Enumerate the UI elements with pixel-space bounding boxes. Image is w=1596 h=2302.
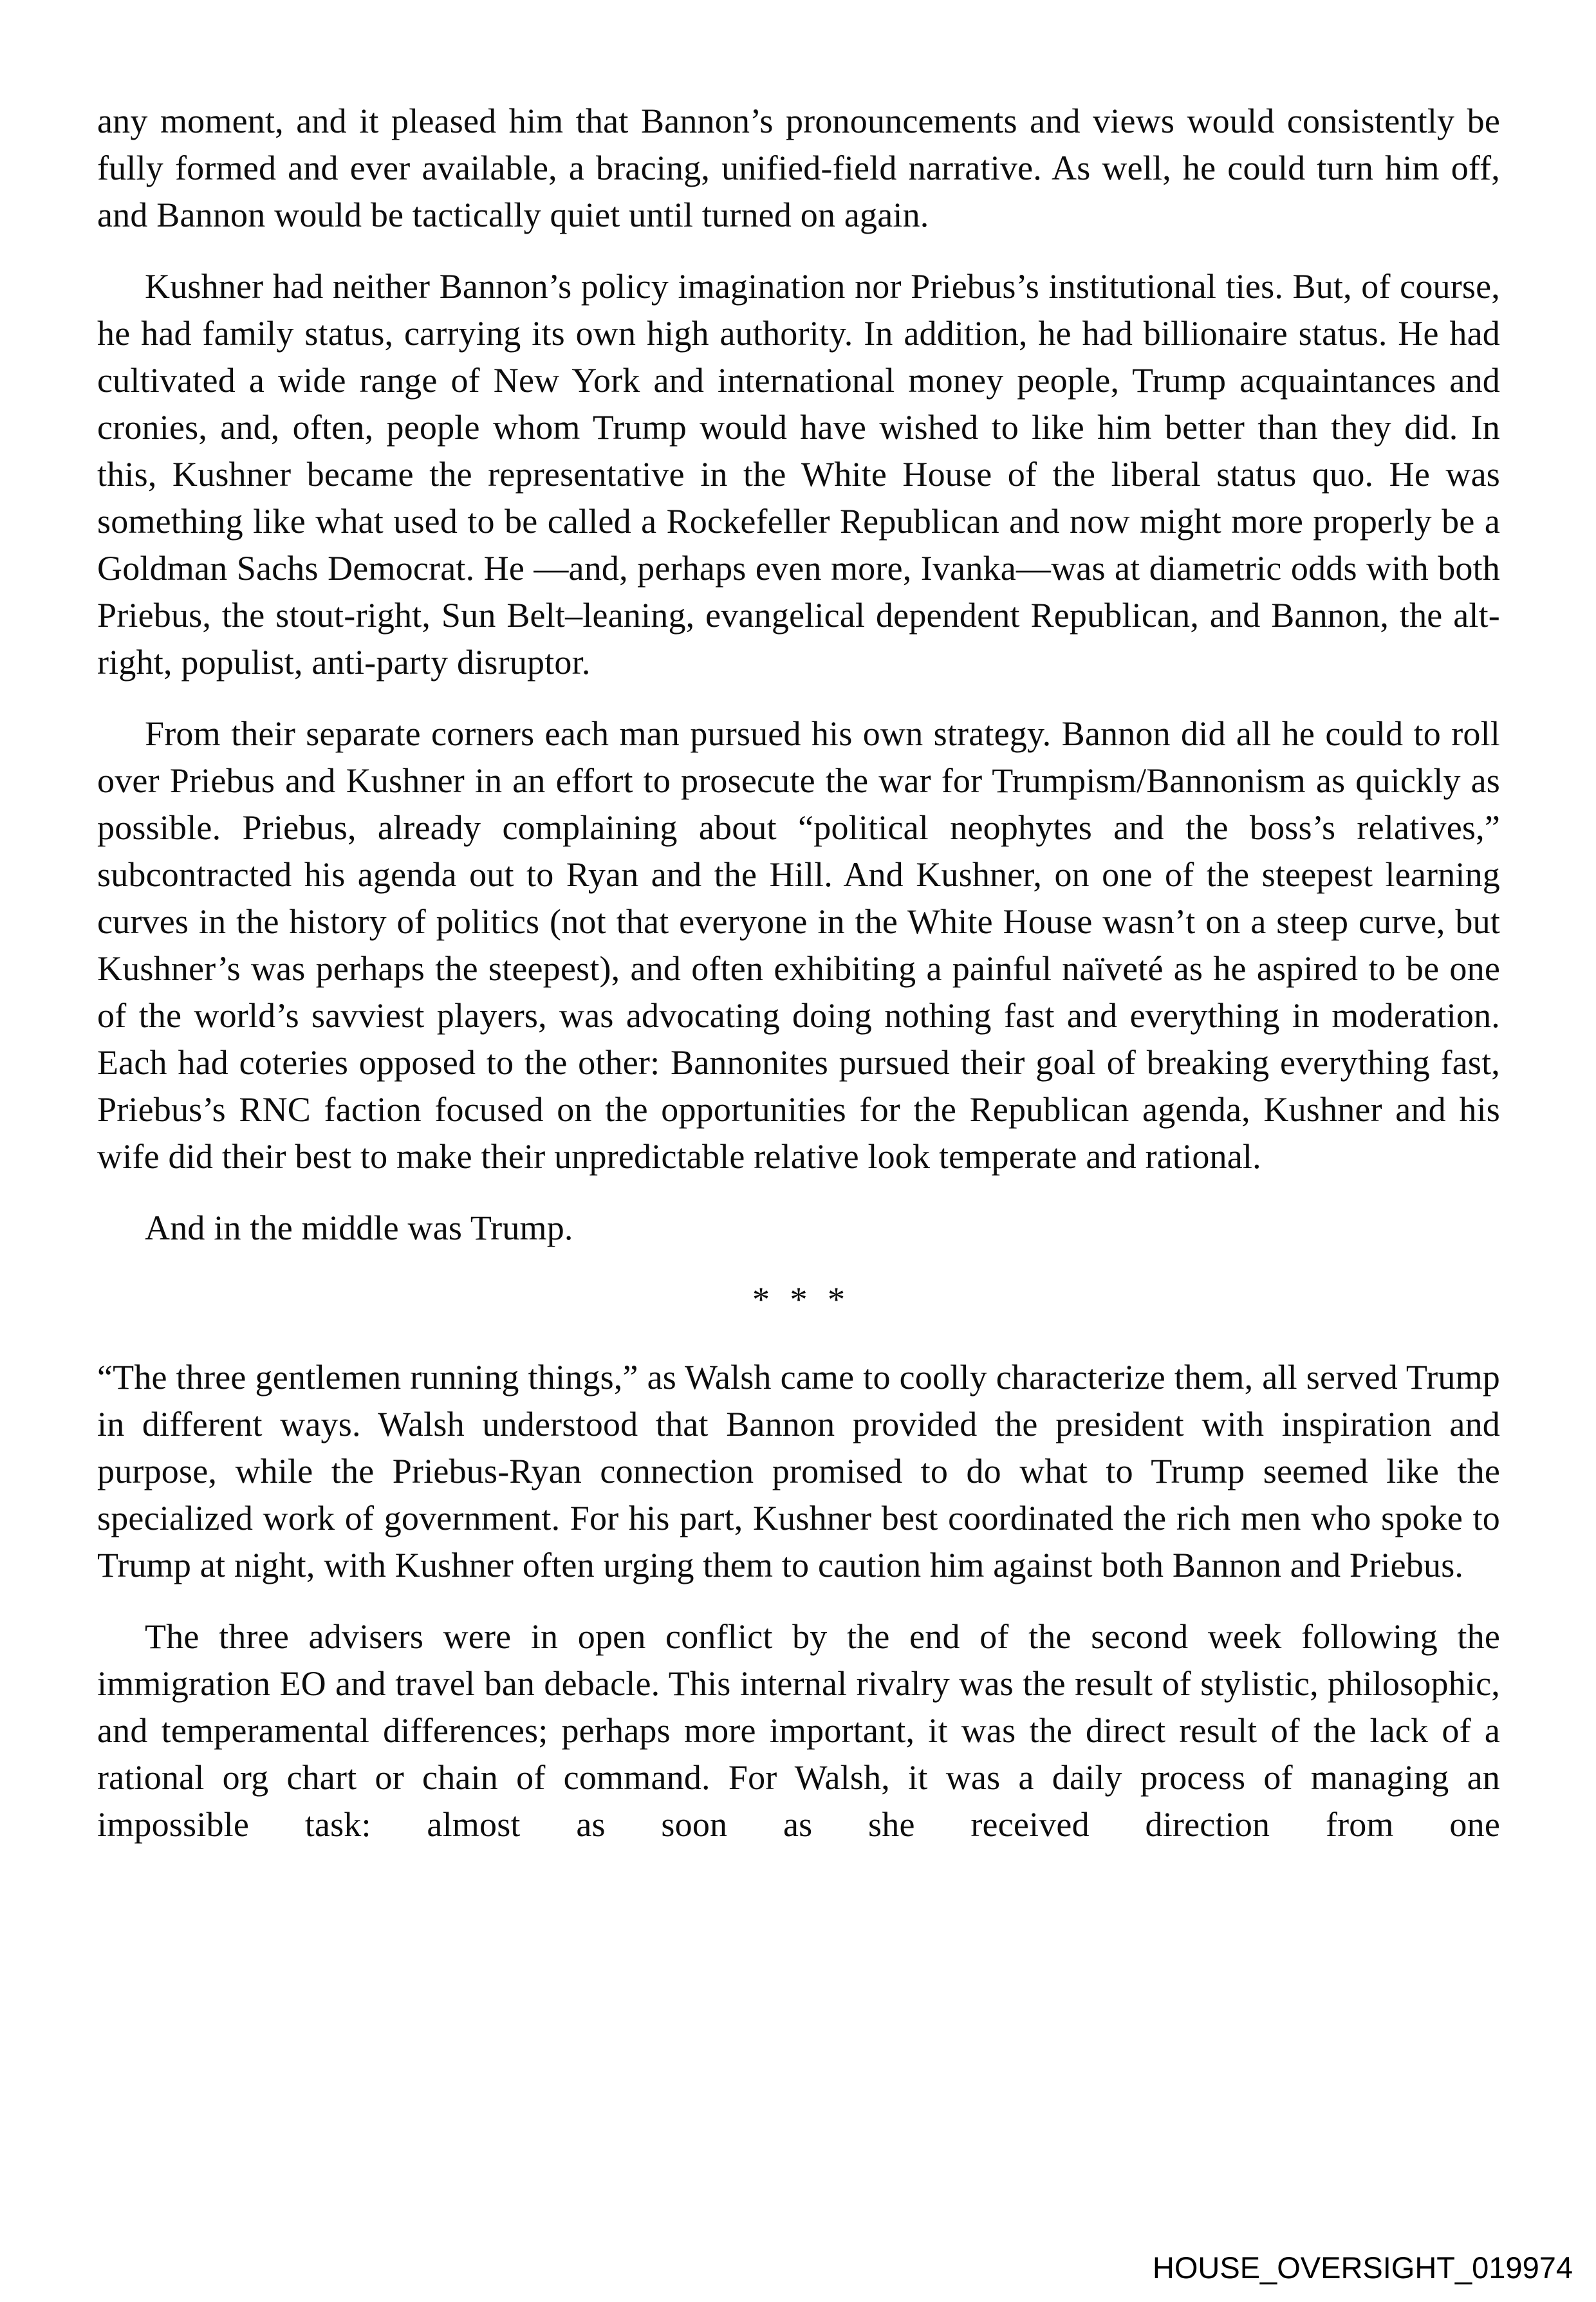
body-paragraph: And in the middle was Trump. <box>145 1209 573 1247</box>
body-text-block <box>97 98 1500 1848</box>
body-paragraph: any moment, and it pleased him that Bannon’s pronouncements and views would consistently be fully formed and ever available, a bracing, unified-field narrative. As well, he could turn him off, and Bannon would be tactically quiet until turned on again. <box>97 102 1500 234</box>
body-paragraph: Kushner had neither Bannon’s policy imagination nor Priebus’s institutional ties. But, of course, he had family status, carrying its own high authority. In addition, he had billionaire status. He had cultivated a wide range of New York and international money people, Trump acquaintances and cronies, and, often, people whom Trump would have wished to like him better than they did. In this, Kushner became the representative in the White House of the liberal status quo. He was something like what used to be called a Rockefeller Republican and now might more properly be a Goldman Sachs Democrat. He —and, perhaps even more, Ivanka—was at diametric odds with both Priebus, the stout-right, Sun Belt–leaning, evangelical dependent Republican, and Bannon, the alt-right, populist, anti-party disruptor. <box>97 267 1500 682</box>
body-paragraph: “The three gentlemen running things,” as Walsh came to coolly characterize them, all served Trump in different ways. Walsh understood that Bannon provided the president with inspiration and purpose, while the Priebus-Ryan connection promised to do what to Trump seemed like the specialized work of government. For his part, Kushner best coordinated the rich men who spoke to Trump at night, with Kushner often urging them to caution him against both Bannon and Priebus. <box>97 1358 1500 1584</box>
body-paragraph: From their separate corners each man pursued his own strategy. Bannon did all he could to roll over Priebus and Kushner in an effort to prosecute the war for Trumpism/Bannonism as quickly as possible. Priebus, already complaining about “political neophytes and the boss’s relatives,” subcontracted his agenda out to Ryan and the Hill. And Kushner, on one of the steepest learning curves in the history of politics (not that everyone in the White House wasn’t on a steep curve, but Kushner’s was perhaps the steepest), and often exhibiting a painful naïveté as he aspired to be one of the world’s savviest players, was advocating doing nothing fast and everything in moderation. Each had coteries opposed to the other: Bannonites pursued their goal of breaking everything fast, Priebus’s RNC faction focused on the opportunities for the Republican agenda, Kushner and his wife did their best to make their unpredictable relative look temperate and rational. <box>97 714 1500 1176</box>
section-separator: * * * <box>752 1280 845 1319</box>
bates-number-stamp: HOUSE_OVERSIGHT_019974 <box>1152 2251 1573 2285</box>
body-paragraph: The three advisers were in open conflict by the end of the second week following the immigration EO and travel ban debacle. This internal rivalry was the result of stylistic, philosophic, and temperamental differences; perhaps more important, it was the direct result of the lack of a rational org chart or chain of command. For Walsh, it was a daily process of managing an impossible task: almost as soon as she received direction from one <box>97 1617 1500 1844</box>
